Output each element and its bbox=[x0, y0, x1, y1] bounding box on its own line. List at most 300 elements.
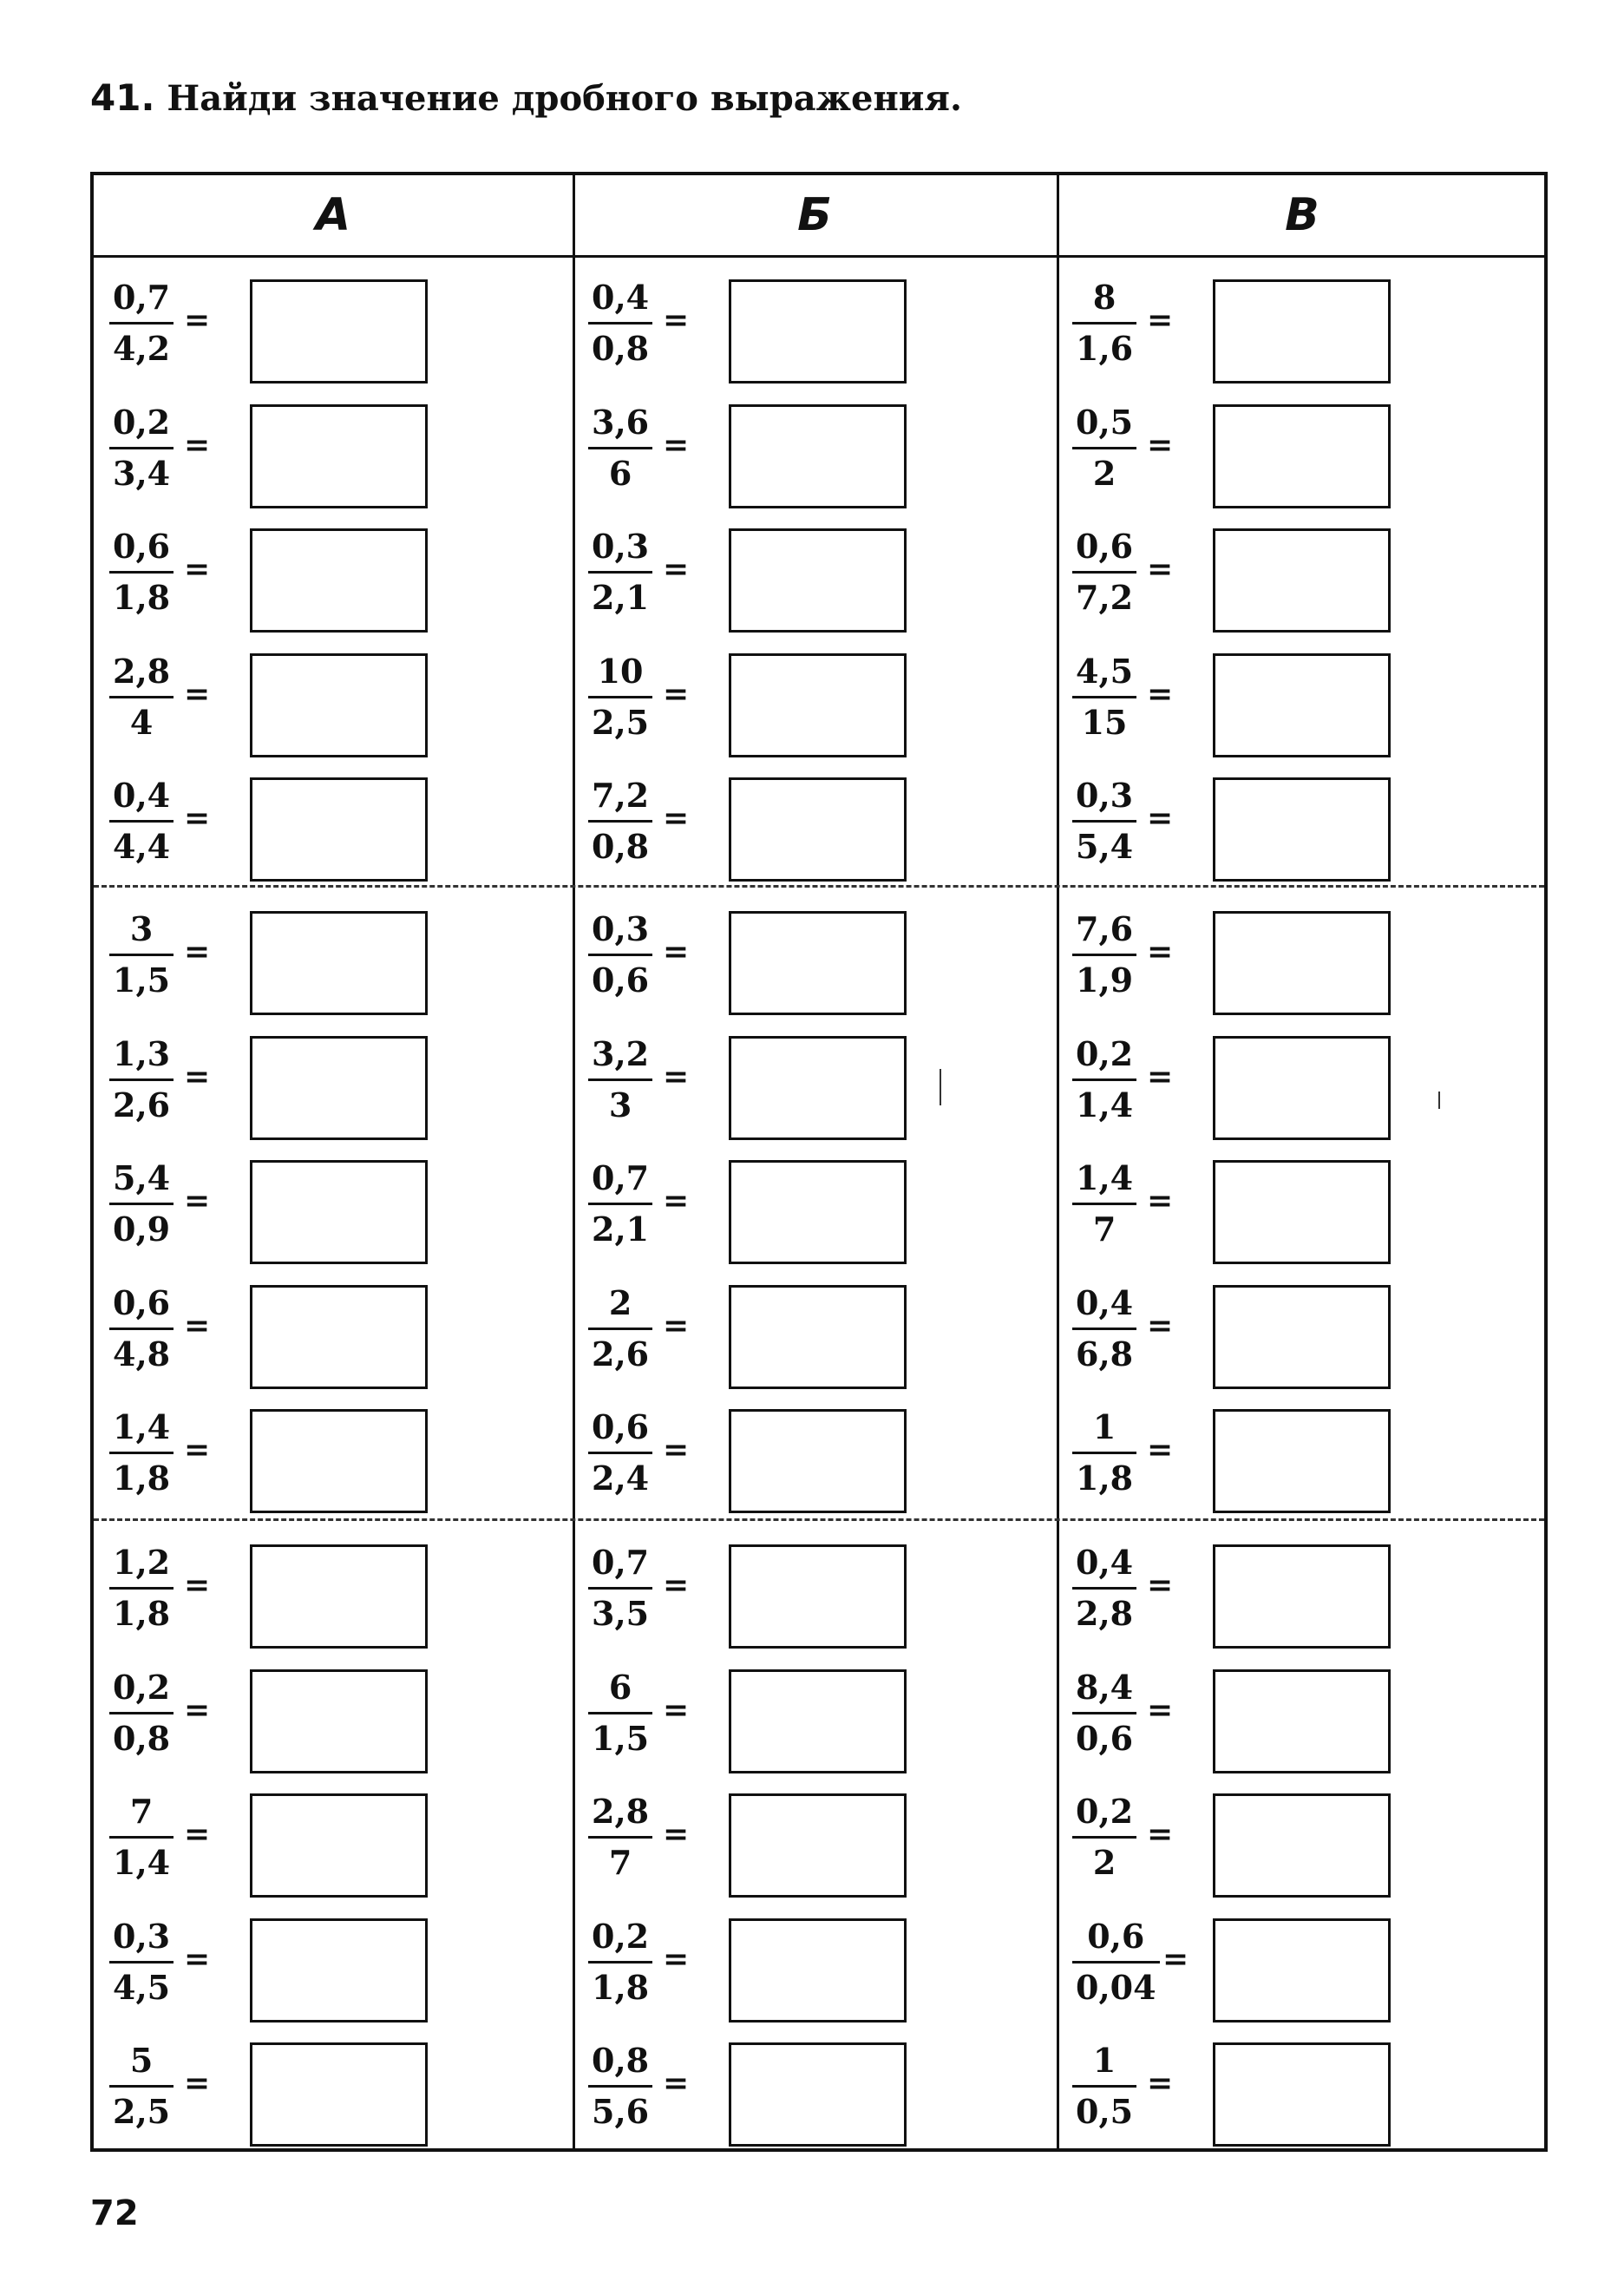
exercise-a-1 bbox=[94, 271, 571, 375]
equals-sign: = bbox=[1147, 934, 1174, 970]
fraction-bar bbox=[1072, 2085, 1136, 2088]
answer-box[interactable] bbox=[1213, 1669, 1391, 1773]
denominator: 1,8 bbox=[113, 577, 171, 617]
denominator: 2,5 bbox=[113, 2091, 171, 2131]
column-header-b: Б bbox=[797, 189, 832, 241]
fraction-bar bbox=[588, 1587, 652, 1590]
fraction-bar bbox=[109, 1836, 174, 1839]
denominator: 4,8 bbox=[113, 1334, 171, 1373]
fraction-bar bbox=[109, 1328, 174, 1330]
equals-sign: = bbox=[663, 800, 690, 836]
exercise-b-2 bbox=[573, 396, 1050, 500]
numerator: 3 bbox=[129, 908, 154, 948]
denominator: 3,5 bbox=[592, 1593, 650, 1633]
numerator: 0,3 bbox=[1076, 775, 1134, 815]
equals-sign: = bbox=[1147, 302, 1174, 338]
denominator: 7 bbox=[1092, 1209, 1116, 1249]
denominator: 1,8 bbox=[113, 1593, 171, 1633]
numerator: 0,7 bbox=[113, 277, 171, 317]
fraction-bar bbox=[588, 1712, 652, 1714]
fraction bbox=[588, 1276, 652, 1380]
stray-mark bbox=[940, 1069, 941, 1105]
denominator: 0,6 bbox=[1076, 1718, 1134, 1758]
equals-sign: = bbox=[1162, 1941, 1189, 1977]
answer-box[interactable] bbox=[250, 1160, 428, 1264]
denominator: 2,4 bbox=[592, 1458, 650, 1498]
fraction bbox=[588, 520, 652, 624]
answer-box[interactable] bbox=[250, 911, 428, 1015]
fraction-bar bbox=[109, 1078, 174, 1081]
exercise-v-13 bbox=[1057, 1785, 1534, 1889]
numerator: 0,7 bbox=[592, 1542, 650, 1582]
fraction bbox=[1072, 2034, 1136, 2138]
equals-sign: = bbox=[1147, 1059, 1174, 1095]
fraction bbox=[109, 271, 174, 375]
fraction-bar bbox=[1072, 954, 1136, 956]
fraction bbox=[1072, 1400, 1136, 1505]
equals-sign: = bbox=[184, 676, 211, 712]
exercise-b-6 bbox=[573, 902, 1050, 1006]
answer-box[interactable] bbox=[729, 777, 907, 882]
answer-box[interactable] bbox=[729, 279, 907, 384]
fraction bbox=[109, 1536, 174, 1640]
numerator: 5 bbox=[129, 2040, 154, 2080]
fraction bbox=[588, 645, 652, 749]
exercise-b-11 bbox=[573, 1536, 1050, 1640]
equals-sign: = bbox=[663, 1059, 690, 1095]
numerator: 1 bbox=[1092, 1406, 1116, 1446]
denominator: 4 bbox=[129, 702, 154, 742]
numerator: 0,6 bbox=[113, 526, 171, 566]
denominator: 3,4 bbox=[113, 453, 171, 493]
equals-sign: = bbox=[1147, 551, 1174, 587]
numerator: 0,6 bbox=[1087, 1916, 1145, 1956]
fraction-bar bbox=[1072, 1078, 1136, 1081]
denominator: 15 bbox=[1081, 702, 1128, 742]
numerator: 3,2 bbox=[592, 1033, 650, 1073]
task-heading bbox=[90, 76, 962, 119]
exercise-b-1 bbox=[573, 271, 1050, 375]
exercise-a-14 bbox=[94, 1910, 571, 2014]
fraction bbox=[109, 396, 174, 500]
answer-box[interactable] bbox=[250, 279, 428, 384]
answer-box[interactable] bbox=[250, 1285, 428, 1389]
equals-sign: = bbox=[184, 1816, 211, 1852]
exercise-v-11 bbox=[1057, 1536, 1534, 1640]
fraction bbox=[109, 902, 174, 1006]
fraction bbox=[1072, 645, 1136, 749]
exercise-v-14 bbox=[1057, 1910, 1534, 2014]
fraction bbox=[588, 1661, 652, 1765]
denominator: 2,8 bbox=[1076, 1593, 1134, 1633]
answer-box[interactable] bbox=[250, 653, 428, 757]
equals-sign: = bbox=[663, 1816, 690, 1852]
equals-sign: = bbox=[1147, 1816, 1174, 1852]
equals-sign: = bbox=[184, 551, 211, 587]
equals-sign: = bbox=[184, 1308, 211, 1344]
answer-box[interactable] bbox=[729, 1036, 907, 1140]
numerator: 0,4 bbox=[1076, 1282, 1134, 1322]
answer-box[interactable] bbox=[250, 2042, 428, 2147]
answer-box[interactable] bbox=[729, 1918, 907, 2022]
denominator: 0,8 bbox=[592, 328, 650, 368]
group-divider bbox=[94, 1518, 1544, 1521]
denominator: 1,6 bbox=[1076, 328, 1134, 368]
equals-sign: = bbox=[663, 1692, 690, 1728]
fraction bbox=[588, 1536, 652, 1640]
fraction-bar bbox=[1072, 447, 1136, 449]
answer-box[interactable] bbox=[250, 1793, 428, 1898]
equals-sign: = bbox=[663, 1941, 690, 1977]
equals-sign: = bbox=[1147, 427, 1174, 463]
denominator: 7 bbox=[608, 1842, 632, 1882]
numerator: 1 bbox=[1092, 2040, 1116, 2080]
fraction bbox=[588, 1910, 652, 2014]
answer-box[interactable] bbox=[1213, 653, 1391, 757]
exercise-v-7 bbox=[1057, 1027, 1534, 1131]
denominator: 2 bbox=[1092, 453, 1116, 493]
fraction bbox=[588, 1151, 652, 1255]
equals-sign: = bbox=[663, 676, 690, 712]
numerator: 0,2 bbox=[592, 1916, 650, 1956]
denominator: 2,1 bbox=[592, 1209, 650, 1249]
answer-box[interactable] bbox=[1213, 1036, 1391, 1140]
numerator: 0,3 bbox=[113, 1916, 171, 1956]
numerator: 1,4 bbox=[113, 1406, 171, 1446]
fraction-bar bbox=[1072, 696, 1136, 698]
exercise-v-3 bbox=[1057, 520, 1534, 624]
numerator: 1,3 bbox=[113, 1033, 171, 1073]
exercise-a-13 bbox=[94, 1785, 571, 1889]
denominator: 2,1 bbox=[592, 577, 650, 617]
exercise-b-14 bbox=[573, 1910, 1050, 2014]
numerator: 0,4 bbox=[1076, 1542, 1134, 1582]
denominator: 6 bbox=[608, 453, 632, 493]
exercise-a-10 bbox=[94, 1400, 571, 1505]
fraction bbox=[588, 2034, 652, 2138]
fraction-bar bbox=[1072, 1712, 1136, 1714]
equals-sign: = bbox=[1147, 1692, 1174, 1728]
stray-mark bbox=[1438, 1092, 1440, 1109]
denominator: 2,6 bbox=[113, 1085, 171, 1124]
fraction bbox=[109, 520, 174, 624]
denominator: 6,8 bbox=[1076, 1334, 1134, 1373]
equals-sign: = bbox=[663, 934, 690, 970]
fraction bbox=[588, 902, 652, 1006]
fraction-bar bbox=[109, 820, 174, 823]
answer-box[interactable] bbox=[729, 1160, 907, 1264]
equals-sign: = bbox=[663, 551, 690, 587]
equals-sign: = bbox=[184, 1183, 211, 1219]
answer-box[interactable] bbox=[250, 404, 428, 508]
answer-box[interactable] bbox=[1213, 1918, 1391, 2022]
fraction bbox=[1072, 902, 1136, 1006]
column-header-a: А bbox=[315, 189, 351, 241]
answer-box[interactable] bbox=[729, 528, 907, 633]
answer-box[interactable] bbox=[729, 911, 907, 1015]
exercise-v-1 bbox=[1057, 271, 1534, 375]
exercise-v-15 bbox=[1057, 2034, 1534, 2138]
equals-sign: = bbox=[1147, 1567, 1174, 1603]
denominator: 0,5 bbox=[1076, 2091, 1134, 2131]
equals-sign: = bbox=[663, 302, 690, 338]
fraction bbox=[588, 1400, 652, 1505]
numerator: 0,6 bbox=[1076, 526, 1134, 566]
equals-sign: = bbox=[663, 2065, 690, 2101]
denominator: 4,5 bbox=[113, 1967, 171, 2007]
equals-sign: = bbox=[184, 1567, 211, 1603]
numerator: 5,4 bbox=[113, 1157, 171, 1197]
equals-sign: = bbox=[663, 427, 690, 463]
column-header-v: В bbox=[1285, 189, 1320, 241]
equals-sign: = bbox=[663, 1567, 690, 1603]
fraction bbox=[1072, 1910, 1160, 2014]
exercise-v-9 bbox=[1057, 1276, 1534, 1380]
fraction-bar bbox=[109, 2085, 174, 2088]
answer-box[interactable] bbox=[1213, 1285, 1391, 1389]
denominator: 1,5 bbox=[592, 1718, 650, 1758]
answer-box[interactable] bbox=[1213, 404, 1391, 508]
answer-box[interactable] bbox=[1213, 2042, 1391, 2147]
fraction-bar bbox=[1072, 1587, 1136, 1590]
fraction-bar bbox=[588, 447, 652, 449]
exercise-a-4 bbox=[94, 645, 571, 749]
exercise-v-10 bbox=[1057, 1400, 1534, 1505]
fraction-bar bbox=[1072, 322, 1136, 325]
equals-sign: = bbox=[663, 1432, 690, 1468]
answer-box[interactable] bbox=[729, 1285, 907, 1389]
task-number: 41. bbox=[90, 76, 155, 119]
fraction bbox=[1072, 769, 1136, 873]
fraction-bar bbox=[109, 571, 174, 574]
answer-box[interactable] bbox=[729, 1793, 907, 1898]
numerator: 0,6 bbox=[113, 1282, 171, 1322]
worksheet-table bbox=[90, 172, 1548, 2152]
numerator: 2,8 bbox=[113, 651, 171, 691]
fraction bbox=[1072, 1785, 1136, 1889]
fraction-bar bbox=[109, 1961, 174, 1963]
answer-box[interactable] bbox=[729, 2042, 907, 2147]
fraction-bar bbox=[1072, 1836, 1136, 1839]
denominator: 5,6 bbox=[592, 2091, 650, 2131]
numerator: 7 bbox=[129, 1791, 154, 1831]
denominator: 5,4 bbox=[1076, 826, 1134, 866]
answer-box[interactable] bbox=[1213, 1793, 1391, 1898]
answer-box[interactable] bbox=[729, 404, 907, 508]
exercise-b-8 bbox=[573, 1151, 1050, 1255]
numerator: 7,2 bbox=[592, 775, 650, 815]
answer-box[interactable] bbox=[1213, 911, 1391, 1015]
equals-sign: = bbox=[1147, 800, 1174, 836]
denominator: 0,9 bbox=[113, 1209, 171, 1249]
fraction bbox=[109, 769, 174, 873]
numerator: 1,4 bbox=[1076, 1157, 1134, 1197]
equals-sign: = bbox=[1147, 1183, 1174, 1219]
numerator: 0,2 bbox=[113, 1667, 171, 1707]
answer-box[interactable] bbox=[250, 1409, 428, 1513]
answer-box[interactable] bbox=[729, 1409, 907, 1513]
exercise-a-5 bbox=[94, 769, 571, 873]
answer-box[interactable] bbox=[1213, 1160, 1391, 1264]
exercise-a-12 bbox=[94, 1661, 571, 1765]
numerator: 0,3 bbox=[592, 908, 650, 948]
fraction bbox=[588, 1785, 652, 1889]
numerator: 0,4 bbox=[592, 277, 650, 317]
fraction-bar bbox=[588, 1961, 652, 1963]
numerator: 2,8 bbox=[592, 1791, 650, 1831]
answer-box[interactable] bbox=[729, 1544, 907, 1649]
numerator: 1,2 bbox=[113, 1542, 171, 1582]
fraction-bar bbox=[109, 696, 174, 698]
equals-sign: = bbox=[184, 302, 211, 338]
denominator: 1,4 bbox=[113, 1842, 171, 1882]
answer-box[interactable] bbox=[1213, 528, 1391, 633]
equals-sign: = bbox=[184, 800, 211, 836]
fraction bbox=[1072, 396, 1136, 500]
exercise-b-7 bbox=[573, 1027, 1050, 1131]
denominator: 0,04 bbox=[1076, 1967, 1156, 2007]
denominator: 2,5 bbox=[592, 702, 650, 742]
equals-sign: = bbox=[1147, 2065, 1174, 2101]
denominator: 1,8 bbox=[592, 1967, 650, 2007]
fraction-bar bbox=[588, 322, 652, 325]
fraction bbox=[588, 396, 652, 500]
denominator: 1,4 bbox=[1076, 1085, 1134, 1124]
equals-sign: = bbox=[663, 1308, 690, 1344]
fraction-bar bbox=[588, 1203, 652, 1205]
denominator: 1,8 bbox=[113, 1458, 171, 1498]
answer-box[interactable] bbox=[250, 1036, 428, 1140]
fraction-bar bbox=[588, 820, 652, 823]
fraction-bar bbox=[1072, 820, 1136, 823]
exercise-a-15 bbox=[94, 2034, 571, 2138]
exercise-v-8 bbox=[1057, 1151, 1534, 1255]
numerator: 0,3 bbox=[592, 526, 650, 566]
fraction bbox=[1072, 1276, 1136, 1380]
exercise-b-10 bbox=[573, 1400, 1050, 1505]
fraction bbox=[109, 1151, 174, 1255]
numerator: 6 bbox=[608, 1667, 632, 1707]
exercise-a-6 bbox=[94, 902, 571, 1006]
fraction-bar bbox=[588, 1836, 652, 1839]
denominator: 1,5 bbox=[113, 960, 171, 1000]
answer-box[interactable] bbox=[250, 1918, 428, 2022]
fraction bbox=[109, 645, 174, 749]
fraction bbox=[109, 1661, 174, 1765]
exercise-v-4 bbox=[1057, 645, 1534, 749]
exercise-a-7 bbox=[94, 1027, 571, 1131]
numerator: 0,7 bbox=[592, 1157, 650, 1197]
fraction bbox=[1072, 1536, 1136, 1640]
numerator: 2 bbox=[608, 1282, 632, 1322]
equals-sign: = bbox=[184, 1692, 211, 1728]
denominator: 2,6 bbox=[592, 1334, 650, 1373]
numerator: 0,2 bbox=[113, 402, 171, 442]
fraction bbox=[588, 1027, 652, 1131]
fraction-bar bbox=[109, 954, 174, 956]
fraction-bar bbox=[109, 1452, 174, 1454]
numerator: 8,4 bbox=[1076, 1667, 1134, 1707]
fraction-bar bbox=[109, 447, 174, 449]
equals-sign: = bbox=[184, 2065, 211, 2101]
fraction-bar bbox=[588, 1452, 652, 1454]
answer-box[interactable] bbox=[250, 528, 428, 633]
fraction-bar bbox=[1072, 1328, 1136, 1330]
fraction bbox=[1072, 1027, 1136, 1131]
numerator: 0,6 bbox=[592, 1406, 650, 1446]
numerator: 4,5 bbox=[1076, 651, 1134, 691]
answer-box[interactable] bbox=[1213, 279, 1391, 384]
denominator: 4,4 bbox=[113, 826, 171, 866]
fraction bbox=[109, 2034, 174, 2138]
answer-box[interactable] bbox=[729, 1669, 907, 1773]
exercise-a-11 bbox=[94, 1536, 571, 1640]
exercise-b-4 bbox=[573, 645, 1050, 749]
fraction bbox=[109, 1276, 174, 1380]
answer-box[interactable] bbox=[729, 653, 907, 757]
exercise-b-15 bbox=[573, 2034, 1050, 2138]
equals-sign: = bbox=[184, 1941, 211, 1977]
fraction bbox=[109, 1785, 174, 1889]
numerator: 0,4 bbox=[113, 775, 171, 815]
fraction-bar bbox=[588, 571, 652, 574]
fraction-bar bbox=[1072, 1203, 1136, 1205]
answer-box[interactable] bbox=[1213, 777, 1391, 882]
answer-box[interactable] bbox=[1213, 1544, 1391, 1649]
exercise-b-9 bbox=[573, 1276, 1050, 1380]
denominator: 1,8 bbox=[1076, 1458, 1134, 1498]
exercise-b-3 bbox=[573, 520, 1050, 624]
fraction-bar bbox=[588, 1328, 652, 1330]
equals-sign: = bbox=[184, 934, 211, 970]
fraction bbox=[1072, 1661, 1136, 1765]
fraction bbox=[109, 1400, 174, 1505]
exercise-b-13 bbox=[573, 1785, 1050, 1889]
fraction bbox=[1072, 1151, 1136, 1255]
numerator: 0,5 bbox=[1076, 402, 1134, 442]
fraction bbox=[588, 271, 652, 375]
fraction-bar bbox=[109, 322, 174, 325]
page-number: 72 bbox=[90, 2193, 139, 2233]
equals-sign: = bbox=[1147, 676, 1174, 712]
exercise-b-12 bbox=[573, 1661, 1050, 1765]
exercise-a-8 bbox=[94, 1151, 571, 1255]
fraction bbox=[109, 1910, 174, 2014]
answer-box[interactable] bbox=[250, 1669, 428, 1773]
equals-sign: = bbox=[1147, 1308, 1174, 1344]
exercise-v-2 bbox=[1057, 396, 1534, 500]
fraction-bar bbox=[588, 696, 652, 698]
task-text: Найди значение дробного выражения. bbox=[167, 78, 962, 119]
exercise-v-12 bbox=[1057, 1661, 1534, 1765]
exercise-a-9 bbox=[94, 1276, 571, 1380]
numerator: 3,6 bbox=[592, 402, 650, 442]
fraction bbox=[588, 769, 652, 873]
numerator: 10 bbox=[597, 651, 644, 691]
fraction bbox=[109, 1027, 174, 1131]
group-divider bbox=[94, 885, 1544, 888]
equals-sign: = bbox=[184, 1059, 211, 1095]
answer-box[interactable] bbox=[1213, 1409, 1391, 1513]
fraction-bar bbox=[109, 1712, 174, 1714]
denominator: 0,8 bbox=[113, 1718, 171, 1758]
numerator: 7,6 bbox=[1076, 908, 1134, 948]
answer-box[interactable] bbox=[250, 777, 428, 882]
answer-box[interactable] bbox=[250, 1544, 428, 1649]
fraction-bar bbox=[588, 2085, 652, 2088]
fraction bbox=[1072, 520, 1136, 624]
equals-sign: = bbox=[663, 1183, 690, 1219]
